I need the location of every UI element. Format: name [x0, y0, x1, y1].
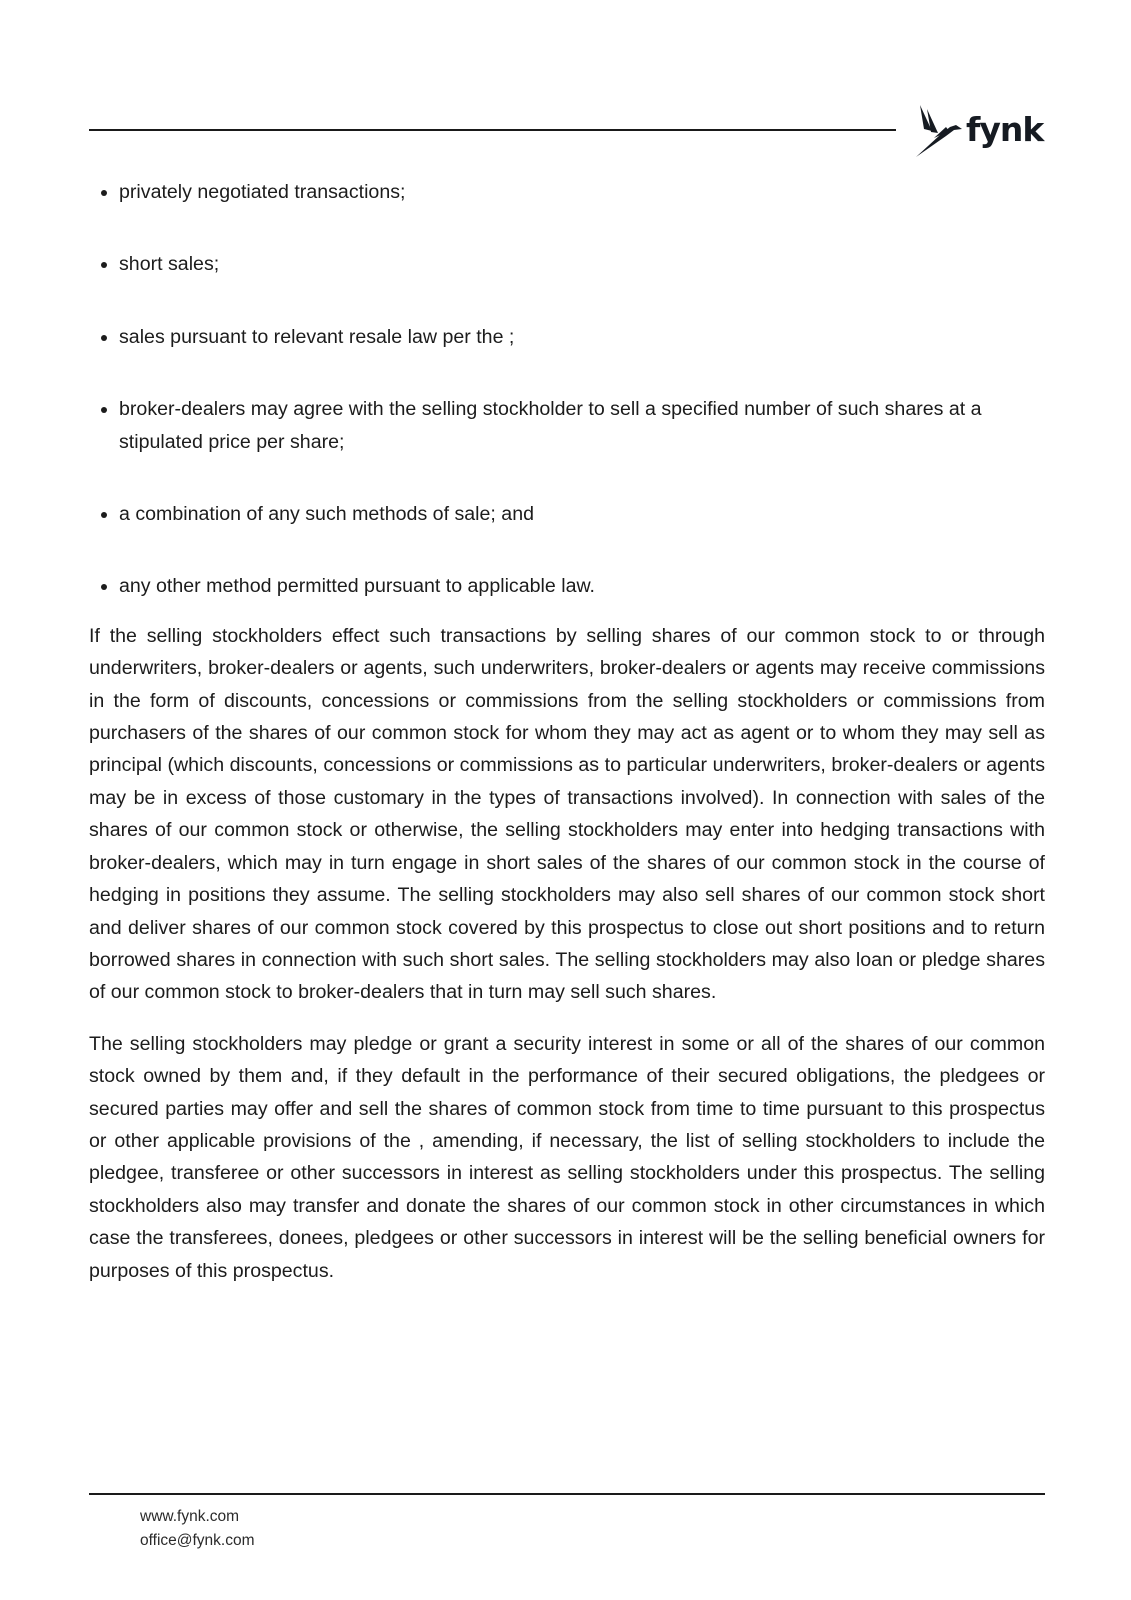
- bullet-dot: [101, 584, 107, 590]
- list-item-text: privately negotiated transactions;: [119, 181, 406, 203]
- document-body: [89, 176, 1045, 1306]
- bullet-dot: [101, 335, 107, 341]
- list-item: [89, 570, 1045, 602]
- list-item: [89, 176, 1045, 208]
- list-item-text: sales pursuant to relevant resale law per the ;: [119, 325, 515, 348]
- header-divider: [89, 129, 896, 131]
- footer: [140, 1505, 255, 1553]
- list-item: [89, 321, 1045, 353]
- sale-methods-list: [89, 176, 1045, 603]
- list-item: [89, 248, 1045, 280]
- footer-email: office@fynk.com: [140, 1532, 255, 1549]
- bullet-dot: [101, 190, 107, 196]
- list-item: [89, 393, 1045, 458]
- list-item: [89, 498, 1045, 530]
- bullet-dot: [101, 262, 107, 268]
- list-item-text: broker-dealers may agree with the selling stockholder to sell a specified number of such shares at a stipulated price per share;: [119, 398, 982, 453]
- list-item-text: any other method permitted pursuant to applicable law.: [119, 575, 595, 598]
- footer-divider: [89, 1493, 1045, 1495]
- fynk-bird-logo-icon: [916, 105, 962, 159]
- footer-website: www.fynk.com: [140, 1508, 240, 1525]
- bullet-dot: [101, 512, 107, 518]
- paragraph-underwriters: If the selling stockholders effect such transactions by selling shares of our common stock to or through underwriters, broker-dealers or agents, such underwriters, broker-dealers or agents may receive commissions in the form of discounts, concessions or commissions from the selling stockholders or commissions from purchasers of the shares of our common stock for whom they may act as agent or to whom they may sell as principal (which discounts, concessions or commissions as to particular underwriters, broker-dealers or agents may be in excess of those customary in the types of transactions involved). In connection with sales of the shares of our common stock or otherwise, the selling stockholders may enter into hedging transactions with broker-dealers, which may in turn engage in short sales of the shares of our common stock in the course of hedging in positions they assume. The selling stockholders may also sell shares of our common stock short and deliver shares of our common stock covered by this prospectus to close out short positions and to return borrowed shares in connection with such short sales. The selling stockholders may also loan or pledge shares of our common stock to broker-dealers that in turn may sell such shares.: [89, 624, 1045, 1004]
- logo-wordmark: fynk: [966, 109, 1044, 149]
- bullet-dot: [101, 407, 107, 413]
- list-item-text: short sales;: [119, 253, 220, 276]
- list-item-text: a combination of any such methods of sale; and: [119, 503, 534, 526]
- paragraph-pledge: The selling stockholders may pledge or grant a security interest in some or all of the shares of our common stock owned by them and, if they default in the performance of their secured obligations, the pledgees or secured parties may offer and sell the shares of common stock from time to time pursuant to this prospectus or other applicable provisions of the , amending, if necessary, the list of selling stockholders to include the pledgee, transferee or other successors in interest as selling stockholders under this prospectus. The selling stockholders also may transfer and donate the shares of our common stock in other circumstances in which case the transferees, donees, pledgees or other successors in interest will be the selling beneficial owners for purposes of this prospectus.: [89, 1032, 1045, 1282]
- fynk-logo: [916, 104, 1043, 160]
